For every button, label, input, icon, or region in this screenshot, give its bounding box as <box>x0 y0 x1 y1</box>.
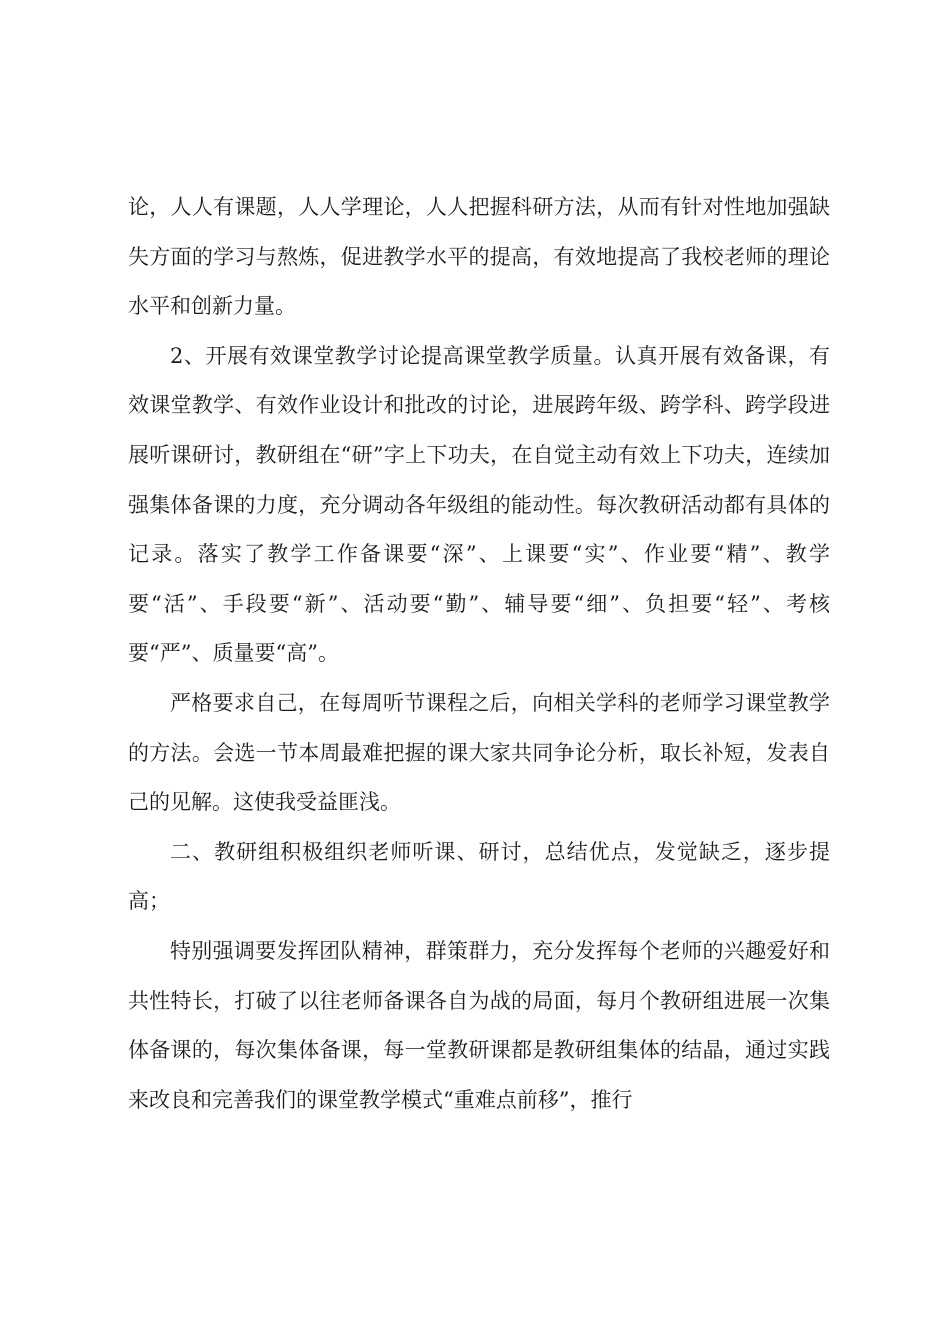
paragraph-1: 论，人人有课题，人人学理论，人人把握科研方法，从而有针对性地加强缺失方面的学习与熬炼，促进教学水平的提高，有效地提高了我校老师的理论水平和创新力量。 <box>128 195 830 319</box>
paragraph-4: 二、教研组积极组织老师听课、研讨，总结优点，发觉缺乏，逐步提高； <box>128 839 830 914</box>
document-body <box>128 183 830 1125</box>
paragraph-3: 严格要求自己，在每周听节课程之后，向相关学科的老师学习课堂教学的方法。会选一节本周最难把握的课大家共同争论分析，取长补短，发表自己的见解。这使我受益匪浅。 <box>128 690 830 815</box>
paragraph-2: 2、开展有效课堂教学讨论提高课堂教学质量。认真开展有效备课，有效课堂教学、有效作业设计和批改的讨论，进展跨年级、跨学科、跨学段进展听课研讨，教研组在“研”字上下功夫，在自觉主动有效上下功夫，连续加强集体备课的力度，充分调动各年级组的能动性。每次教研活动都有具体的记录。落实了教学工作备课要“深”、上课要“实”、作业要“精”、教学要“活”、手段要“新”、活动要“勤”、辅导要“细”、负担要“轻”、考核要“严”、质量要“高”。 <box>128 343 830 666</box>
paragraph-5: 特别强调要发挥团队精神，群策群力，充分发挥每个老师的兴趣爱好和共性特长，打破了以往老师备课各自为战的局面，每月个教研组进展一次集体备课的，每次集体备课，每一堂教研课都是教研组集体的结晶，通过实践来改良和完善我们的课堂教学模式“重难点前移”，推行 <box>128 938 830 1112</box>
